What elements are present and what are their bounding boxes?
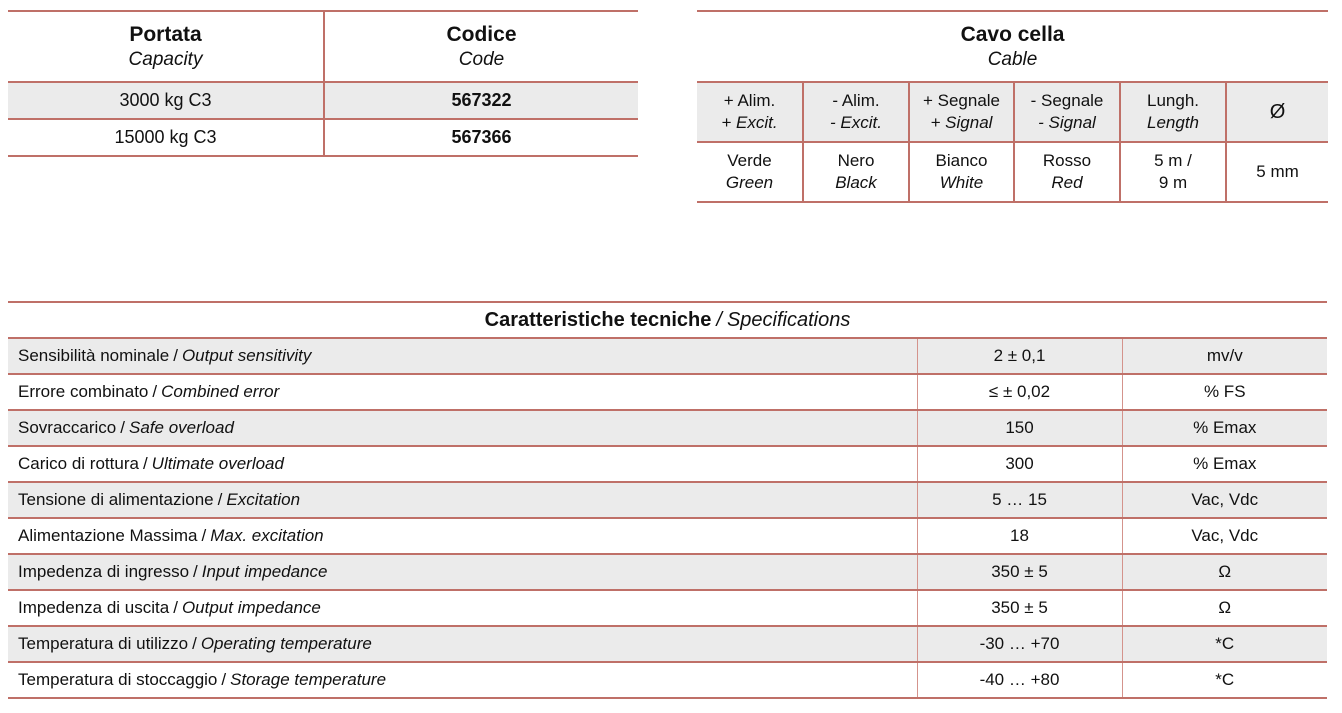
spec-row-excitation bbox=[8, 482, 1327, 518]
specifications-table bbox=[8, 301, 1327, 699]
capacity-row-1 bbox=[8, 82, 638, 119]
spec-label-separator: / bbox=[173, 346, 178, 365]
cable-title-it: Cavo cella bbox=[960, 22, 1065, 46]
spec-label bbox=[8, 590, 917, 626]
col-label-en: - Excit. bbox=[830, 113, 882, 132]
col-label-en: - Signal bbox=[1038, 113, 1096, 132]
spec-label-en: Input impedance bbox=[201, 562, 328, 581]
spec-label-en: Combined error bbox=[161, 382, 280, 401]
spec-label-it: Impedenza di ingresso bbox=[18, 562, 190, 581]
spec-row-input-impedance bbox=[8, 554, 1327, 590]
cable-value-red bbox=[1014, 142, 1120, 202]
spec-label-en: Output sensitivity bbox=[181, 346, 312, 365]
spec-label-it: Sensibilità nominale bbox=[18, 346, 170, 365]
capacity-header-en: Capacity bbox=[128, 48, 203, 70]
spec-value: 300 bbox=[917, 446, 1122, 482]
col-label-en: + Excit. bbox=[721, 113, 778, 132]
cable-value-white bbox=[909, 142, 1014, 202]
spec-label-en: Storage temperature bbox=[230, 670, 387, 689]
wire-color-it: Rosso bbox=[1042, 150, 1092, 170]
cable-table bbox=[697, 10, 1328, 203]
spec-row-storage-temperature bbox=[8, 662, 1327, 698]
cable-col-signal-plus bbox=[909, 82, 1014, 142]
wire-color-en: Black bbox=[835, 173, 877, 192]
spec-value: 2 ± 0,1 bbox=[917, 338, 1122, 374]
spec-unit: % FS bbox=[1122, 374, 1327, 410]
spec-label bbox=[8, 554, 917, 590]
cable-title-en: Cable bbox=[987, 48, 1038, 70]
cable-value-length bbox=[1120, 142, 1226, 202]
spec-label-separator: / bbox=[142, 454, 148, 473]
spec-unit: *C bbox=[1122, 626, 1327, 662]
spec-row-output-impedance bbox=[8, 590, 1327, 626]
spec-label-it: Alimentazione Massima bbox=[18, 526, 198, 545]
spec-label bbox=[8, 410, 917, 446]
cable-col-diameter bbox=[1226, 82, 1328, 142]
spec-unit: Ω bbox=[1122, 590, 1327, 626]
code-value: 567366 bbox=[324, 119, 638, 156]
capacity-header-cell bbox=[8, 11, 324, 82]
capacity-code-header-row bbox=[8, 11, 638, 82]
spec-unit: mv/v bbox=[1122, 338, 1327, 374]
spec-label-separator: / bbox=[221, 670, 227, 689]
cable-header-row bbox=[697, 82, 1328, 142]
code-header-cell bbox=[324, 11, 638, 82]
spec-unit: Vac, Vdc bbox=[1122, 482, 1327, 518]
spec-unit: % Emax bbox=[1122, 410, 1327, 446]
spec-label-it: Sovraccarico bbox=[18, 418, 117, 437]
col-label-it: + Segnale bbox=[922, 90, 1001, 110]
spec-label-separator: / bbox=[173, 598, 178, 617]
wire-color-it: Bianco bbox=[935, 150, 988, 170]
spec-value: 350 ± 5 bbox=[917, 554, 1122, 590]
spec-label-separator: / bbox=[193, 562, 198, 581]
col-label-en: + Signal bbox=[930, 113, 993, 132]
cable-col-signal-minus bbox=[1014, 82, 1120, 142]
spec-unit: *C bbox=[1122, 662, 1327, 698]
spec-label-en: Operating temperature bbox=[200, 634, 372, 653]
spec-value: 5 … 15 bbox=[917, 482, 1122, 518]
spec-value: 350 ± 5 bbox=[917, 590, 1122, 626]
capacity-value: 15000 kg C3 bbox=[8, 119, 324, 156]
spec-label-separator: / bbox=[217, 490, 223, 509]
cable-length-line1: 5 m / bbox=[1154, 150, 1192, 170]
spec-label-en: Ultimate overload bbox=[151, 454, 284, 473]
spec-label-it: Temperatura di stoccaggio bbox=[18, 670, 218, 689]
spec-value: -40 … +80 bbox=[917, 662, 1122, 698]
spec-unit: Ω bbox=[1122, 554, 1327, 590]
spec-row-output-sensitivity bbox=[8, 338, 1327, 374]
col-label-en: Length bbox=[1147, 113, 1199, 132]
spec-label bbox=[8, 482, 917, 518]
spec-row-safe-overload bbox=[8, 410, 1327, 446]
spec-label bbox=[8, 662, 917, 698]
wire-color-it: Verde bbox=[727, 150, 772, 170]
spec-label bbox=[8, 446, 917, 482]
spec-value: 18 bbox=[917, 518, 1122, 554]
col-label-it: - Segnale bbox=[1030, 90, 1104, 110]
spec-label-it: Tensione di alimentazione bbox=[18, 490, 214, 509]
col-label-it: Lungh. bbox=[1147, 90, 1199, 110]
cable-value-diameter bbox=[1226, 142, 1328, 202]
wire-color-it: Nero bbox=[837, 150, 875, 170]
cable-col-excit-minus bbox=[803, 82, 909, 142]
spec-unit: Vac, Vdc bbox=[1122, 518, 1327, 554]
code-header-it: Codice bbox=[446, 22, 517, 46]
spec-label-separator: / bbox=[192, 634, 197, 653]
specs-title-cell bbox=[8, 302, 1327, 338]
spec-label-en: Excitation bbox=[226, 490, 301, 509]
spec-label-en: Output impedance bbox=[181, 598, 321, 617]
spec-label-it: Carico di rottura bbox=[18, 454, 139, 473]
cable-diameter-value: 5 mm bbox=[1256, 161, 1299, 181]
cable-length-line2: 9 m bbox=[1158, 173, 1188, 192]
capacity-code-table bbox=[8, 10, 638, 157]
cable-col-excit-plus bbox=[697, 82, 803, 142]
specs-title-it: Caratteristiche tecniche bbox=[484, 308, 712, 331]
spec-label-it: Impedenza di uscita bbox=[18, 598, 170, 617]
diameter-icon: Ø bbox=[1269, 101, 1286, 123]
col-label-it: - Alim. bbox=[832, 90, 880, 110]
spec-unit: % Emax bbox=[1122, 446, 1327, 482]
spec-row-operating-temperature bbox=[8, 626, 1327, 662]
code-header-en: Code bbox=[458, 48, 505, 70]
spec-row-combined-error bbox=[8, 374, 1327, 410]
spec-row-ultimate-overload bbox=[8, 446, 1327, 482]
spec-value: ≤ ± 0,02 bbox=[917, 374, 1122, 410]
wire-color-en: White bbox=[939, 173, 984, 192]
capacity-row-2 bbox=[8, 119, 638, 156]
cable-value-black bbox=[803, 142, 909, 202]
spec-label bbox=[8, 338, 917, 374]
spec-value: 150 bbox=[917, 410, 1122, 446]
spec-label-it: Temperatura di utilizzo bbox=[18, 634, 189, 653]
wire-color-en: Red bbox=[1051, 173, 1083, 192]
cable-title-row bbox=[697, 11, 1328, 82]
spec-label-en: Safe overload bbox=[129, 418, 234, 437]
spec-value: -30 … +70 bbox=[917, 626, 1122, 662]
spec-label-separator: / bbox=[152, 382, 158, 401]
spec-row-max-excitation bbox=[8, 518, 1327, 554]
spec-label bbox=[8, 626, 917, 662]
col-label-it: + Alim. bbox=[723, 90, 776, 110]
code-value: 567322 bbox=[324, 82, 638, 119]
cable-values-row bbox=[697, 142, 1328, 202]
spec-label-separator: / bbox=[120, 418, 125, 437]
capacity-value: 3000 kg C3 bbox=[8, 82, 324, 119]
spec-label bbox=[8, 518, 917, 554]
cable-value-green bbox=[697, 142, 803, 202]
cable-title-cell bbox=[697, 11, 1328, 82]
specs-title-en: Specifications bbox=[726, 308, 851, 331]
cable-col-length bbox=[1120, 82, 1226, 142]
specs-title-separator: / bbox=[716, 308, 722, 331]
capacity-header-it: Portata bbox=[129, 22, 202, 46]
spec-label bbox=[8, 374, 917, 410]
spec-label-en: Max. excitation bbox=[210, 526, 324, 545]
spec-label-separator: / bbox=[201, 526, 207, 545]
wire-color-en: Green bbox=[725, 173, 774, 192]
spec-label-it: Errore combinato bbox=[18, 382, 149, 401]
specs-title-row bbox=[8, 302, 1327, 338]
